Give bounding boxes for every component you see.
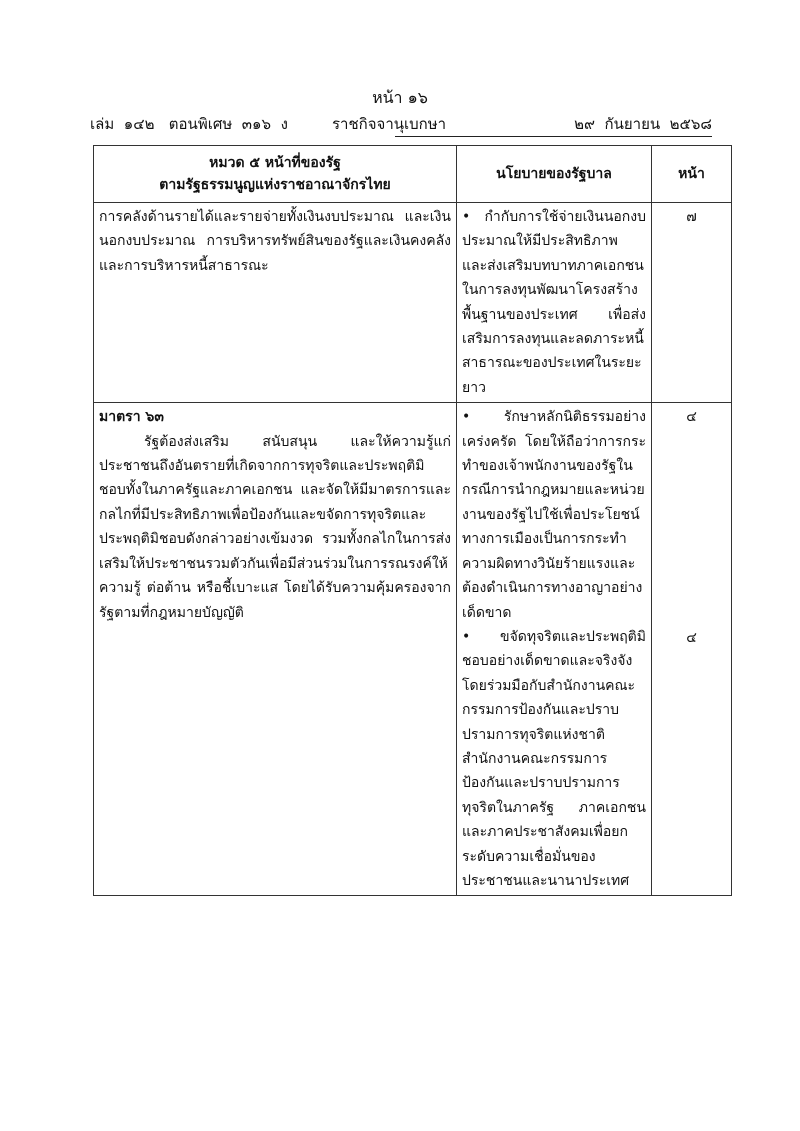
table-row — [94, 403, 732, 896]
table-row — [94, 203, 732, 403]
section-title: มาตรา ๖๓ — [99, 409, 164, 426]
page-ref: ๗ — [686, 209, 697, 225]
page-ref: ๔ — [686, 629, 697, 646]
constitution-text: รัฐต้องส่งเสริม สนับสนุน และให้ความรู้แก่ประชาชนถึงอันตรายที่เกิดจากการทุจริตและประพฤติมิชอบทั้งในภาครัฐและภาคเอกชน และจัดให้มีมาตรการและกลไกที่มีประสิทธิภาพเพื่อป้องกันและขจัดการทุจริตและประพฤติมิชอบดังกล่าวอย่างเข้มงวด รวมทั้งกลไกในการส่งเสริมให้ประชาชนรวมตัวกันเพื่อมีส่วนร่วมในการรณรงค์ให้ความรู้ ต่อต้าน หรือชี้เบาะแส โดยได้รับความคุ้มครองจากรัฐตามที่กฎหมายบัญญัติ — [99, 433, 451, 621]
constitution-cell — [94, 203, 457, 403]
publication-date: ๒๙ กันยายน ๒๕๖๘ — [574, 115, 712, 133]
header-rule — [395, 136, 712, 137]
policy-bullet: • ขจัดทุจริตและประพฤติมิชอบอย่างเด็ดขาดและจริงจัง โดยร่วมมือกับสำนักงานคณะกรรมการป้องกันและปราบปรามการทุจริตแห่งชาติ สำนักงานคณะกรรมการป้องกันและปราบปรามการทุจริตในภาครัฐ ภาคเอกชนและภาคประชาสังคมเพื่อยกระดับความเชื่อมั่นของประชาชนและนานาประเทศ — [462, 628, 646, 889]
gazette-name: ราชกิจจานุเบกษา — [332, 115, 447, 133]
col-constitution-header: หมวด ๕ หน้าที่ของรัฐ ตามรัฐธรรมนูญแห่งราชอาณาจักรไทย — [94, 146, 457, 203]
policy-bullet: • รักษาหลักนิติธรรมอย่างเคร่งครัด โดยให้ถือว่าการกระทำของเจ้าพนักงานของรัฐในกรณีการนำกฎหมายและหน่วยงานของรัฐไปใช้เพื่อประโยชน์ทางการเมืองเป็นการกระทำความผิดทางวินัยร้ายแรงและต้องดำเนินการทางอาญาอย่างเด็ดขาด — [462, 409, 646, 621]
page-ref-cell — [652, 203, 732, 403]
constitution-cell — [94, 403, 457, 896]
page-ref-cell — [652, 403, 732, 896]
page-ref: ๔ — [686, 409, 697, 426]
policy-table — [93, 145, 732, 896]
col-page-header: หน้า — [652, 146, 732, 203]
policy-bullet: • กำกับการใช้จ่ายเงินนอกงบประมาณให้มีประสิทธิภาพ และส่งเสริมบทบาทภาคเอกชนในการลงทุนพัฒนาโครงสร้างพื้นฐานของประเทศ เพื่อส่งเสริมการลงทุนและลดภาระหนี้สาธารณะของประเทศในระยะยาว — [462, 209, 646, 396]
volume-issue: เล่ม ๑๔๒ ตอนพิเศษ ๓๑๖ ง — [90, 115, 288, 133]
col-policy-header: นโยบายของรัฐบาล — [457, 146, 652, 203]
page-number: หน้า ๑๖ — [372, 88, 428, 107]
policy-cell — [457, 403, 652, 896]
constitution-text: การคลังด้านรายได้และรายจ่ายทั้งเงินงบประมาณ และเงินนอกงบประมาณ การบริหารทรัพย์สินของรัฐและเงินคงคลัง และการบริหารหนี้สาธารณะ — [99, 209, 451, 274]
policy-cell — [457, 203, 652, 403]
table-header-row — [94, 146, 732, 203]
